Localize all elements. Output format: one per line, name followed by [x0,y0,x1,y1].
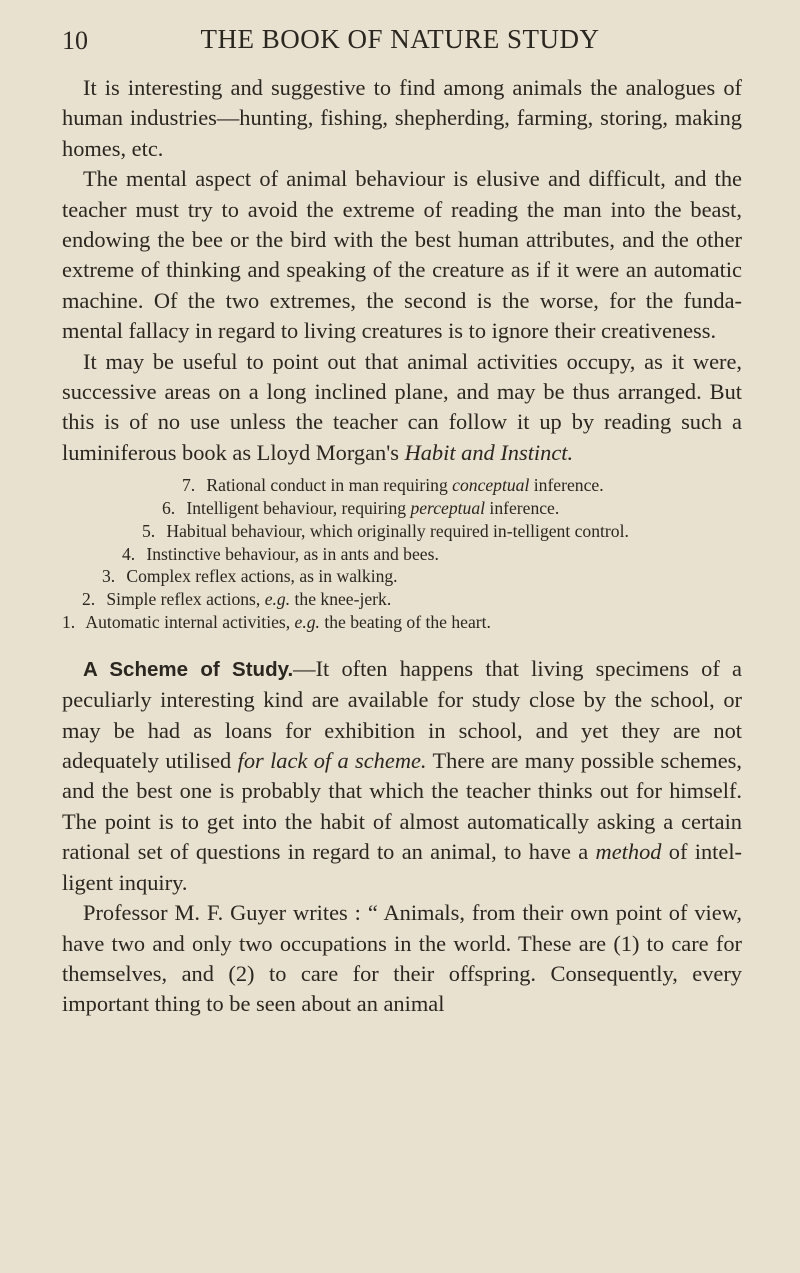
scale-item [62,497,742,520]
scale-item [62,474,742,497]
paragraph [62,898,742,1020]
paragraph-text: Professor M. F. Guyer writes : “ Animals, from their own point of view, have two and only two occupations in the world. These are (1) to care for themselves, and (2) to care for their offspring. Consequently, every important thing to be seen about an animal [62,900,742,1017]
scale-item-text: inference. [485,498,560,519]
scale-item-emphasis: conceptual [447,475,530,496]
book-title: Habit and Instinct. [404,439,574,465]
scale-item-text: the knee-jerk. [290,589,392,610]
paragraph [62,654,742,898]
page-header [62,20,738,60]
scale-item-number: 4. [122,543,136,564]
scale-item-emphasis: perceptual [410,498,486,519]
paragraph-text: It may be useful to point out that animal activities occupy, as it were, successive areas on a long inclined plane, and may be thus arranged. But this is of no use unless the teacher can follow it up by reading such a luminiferous book as Lloyd Morgan's [62,348,742,465]
scale-item-number: 2. [82,589,96,610]
paragraph [62,347,742,469]
activity-scale-list [62,474,742,634]
emphasis: method [595,839,662,865]
paragraph-text: The mental aspect of animal behaviour is elusive and difficult, and the teacher must try to avoid the extreme of reading the man into the beast, endowing the bee or the bird with the best human attributes, and the other extreme of thinking and speaking of the creature as if it were an automatic machine. Of the two extremes, the second is the worse, for the funda-mental fallacy in regard to living creatures is to ignore their creativeness. [62,166,742,344]
scale-item-text: Automatic internal activities, [82,612,295,633]
scale-item [62,565,742,588]
body-text [62,73,742,1020]
scale-item-number: 1. [62,612,76,633]
scale-item-text: Complex reflex actions, as in walking. [122,566,398,587]
scale-item [62,588,742,611]
paragraph-text: It is interesting and suggestive to find among animals the analogues of human industries—hunting, fishing, shepherding, farming, storing, making homes, etc. [62,75,742,161]
scale-item-text: Rational conduct in man requiring [202,475,448,496]
scale-item-text: the beating of the heart. [319,612,491,633]
scale-item-text: Instinctive behaviour, as in ants and bees. [142,543,439,564]
emphasis: for lack of a scheme. [237,748,427,774]
paragraph-text: —It often happens that living specimens of a peculiarly interesting kind are available for study close by the school, or may be had as loans for exhibition in school, and yet they are not adequately utilised [62,655,742,774]
paragraph-text: of intel-ligent inquiry. [62,839,742,895]
scale-item-text: inference. [529,475,604,496]
scale-item-emphasis: e.g. [294,612,320,633]
scale-item-emphasis: e.g. [264,589,291,610]
scale-item-number: 6. [162,498,176,519]
scale-item-number: 3. [102,566,116,587]
section-heading: A Scheme of Study. [83,657,294,681]
scale-item [62,520,742,543]
running-title: THE BOOK OF NATURE STUDY [200,24,600,54]
scale-item-number: 7. [182,475,196,496]
scale-item-text: Simple reflex actions, [102,589,265,610]
page-number: 10 [62,26,88,55]
paragraph-text: There are many possible schemes, and the best one is probably that which the teacher thinks out for himself. The point is to get into the habit of almost automatically asking a certain rational set of questions in regard to an animal, to have a [62,748,742,865]
scale-item-text: Habitual behaviour, which originally required in-telligent control. [162,520,629,541]
scale-item-text: Intelligent behaviour, requiring [182,498,411,519]
scale-item [62,543,742,566]
scale-item-number: 5. [142,520,156,541]
scale-item [62,611,742,634]
paragraph [62,73,742,164]
paragraph [62,164,742,346]
